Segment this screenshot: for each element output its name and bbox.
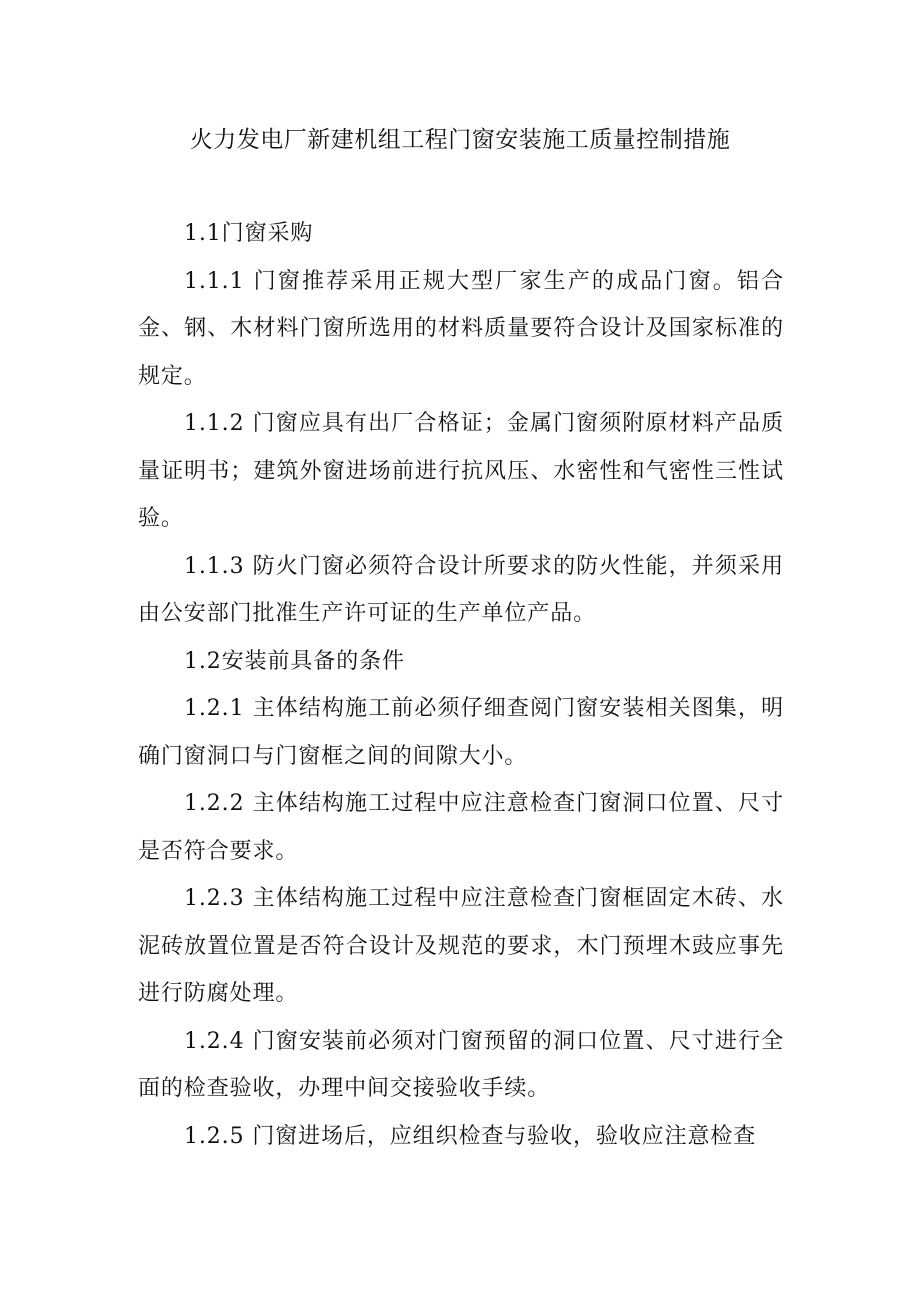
paragraph-1-2-5: 1.2.5 门窗进场后，应组织检查与验收，验收应注意检查	[184, 1123, 757, 1149]
paragraph-1-1-2: 1.1.2 门窗应具有出厂合格证；金属门窗须附原材料产品质量证明书；建筑外窗进场前进行抗风压、水密性和气密性三性试验。	[138, 411, 784, 531]
paragraph-1-2-2: 1.2.2 主体结构施工过程中应注意检查门窗洞口位置、尺寸是否符合要求。	[138, 791, 784, 864]
paragraph-1-1-1: 1.1.1 门窗推荐采用正规大型厂家生产的成品门窗。铝合金、钢、木材料门窗所选用的材料质量要符合设计及国家标准的规定。	[138, 268, 784, 389]
paragraph-1-2-3: 1.2.3 主体结构施工过程中应注意检查门窗框固定木砖、水泥砖放置位置是否符合设计及规范的要求，木门预埋木豉应事先进行防腐处理。	[138, 886, 784, 1006]
paragraph-1-1-3: 1.1.3 防火门窗必须符合设计所要求的防火性能，并须采用由公安部门批准生产许可证的生产单位产品。	[138, 553, 784, 626]
paragraph-1-2-4: 1.2.4 门窗安装前必须对门窗预留的洞口位置、尺寸进行全面的检查验收，办理中间交接验收手续。	[138, 1028, 784, 1101]
section-heading-1-2: 1.2安装前具备的条件	[184, 648, 405, 674]
section-heading-1-1: 1.1门窗采购	[184, 221, 314, 246]
paragraph-1-2-1: 1.2.1 主体结构施工前必须仔细查阅门窗安装相关图集，明确门窗洞口与门窗框之间的间隙大小。	[138, 696, 784, 769]
document-title: 火力发电厂新建机组工程门窗安装施工质量控制措施	[189, 127, 731, 153]
document-body	[138, 210, 784, 1160]
